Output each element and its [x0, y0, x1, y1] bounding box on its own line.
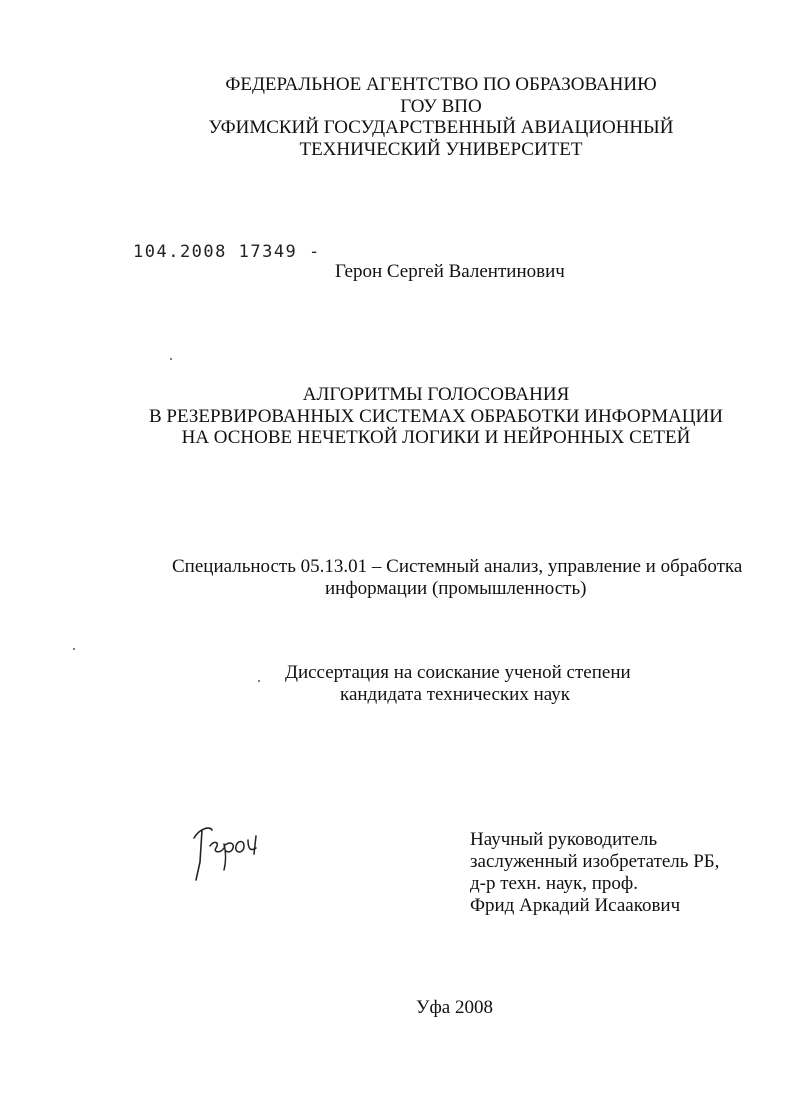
title-line: НА ОСНОВЕ НЕЧЕТКОЙ ЛОГИКИ И НЕЙРОННЫХ СЕТЕЙ	[181, 427, 691, 448]
organization-header	[42, 74, 798, 160]
supervisor-line: Научный руководитель	[470, 829, 658, 850]
dissertation-title	[37, 384, 798, 449]
supervisor-line: д-р техн. наук, проф.	[470, 873, 638, 894]
header-line: ТЕХНИЧЕСКИЙ УНИВЕРСИТЕТ	[299, 138, 583, 160]
header-line: УФИМСКИЙ ГОСУДАРСТВЕННЫЙ АВИАЦИОННЫЙ	[208, 117, 674, 138]
specialty-line-2: информации (промышленность)	[325, 578, 587, 599]
registration-stamp: 104.2008 17349 -	[133, 242, 321, 262]
header-line: ГОУ ВПО	[400, 95, 482, 117]
handwritten-signature	[186, 818, 276, 884]
author-name: Герон Сергей Валентинович	[335, 261, 565, 282]
supervisor-name: Фрид Аркадий Исаакович	[470, 895, 681, 916]
title-line: В РЕЗЕРВИРОВАННЫХ СИСТЕМАХ ОБРАБОТКИ ИНФОРМАЦИИ	[149, 405, 723, 427]
supervisor-line: заслуженный изобретатель РБ,	[470, 851, 720, 872]
specialty-line-1: Специальность 05.13.01 – Системный анализ, управление и обработка	[172, 556, 743, 577]
scan-speck	[258, 680, 260, 682]
scan-speck	[73, 648, 75, 650]
header-line: ФЕДЕРАЛЬНОЕ АГЕНТСТВО ПО ОБРАЗОВАНИЮ	[225, 74, 657, 95]
scan-speck	[170, 358, 172, 360]
dissertation-type-line-2: кандидата технических наук	[340, 684, 570, 705]
dissertation-type-line-1: Диссертация на соискание ученой степени	[285, 662, 631, 683]
city-year: Уфа 2008	[416, 997, 493, 1018]
title-line: АЛГОРИТМЫ ГОЛОСОВАНИЯ	[302, 384, 570, 405]
